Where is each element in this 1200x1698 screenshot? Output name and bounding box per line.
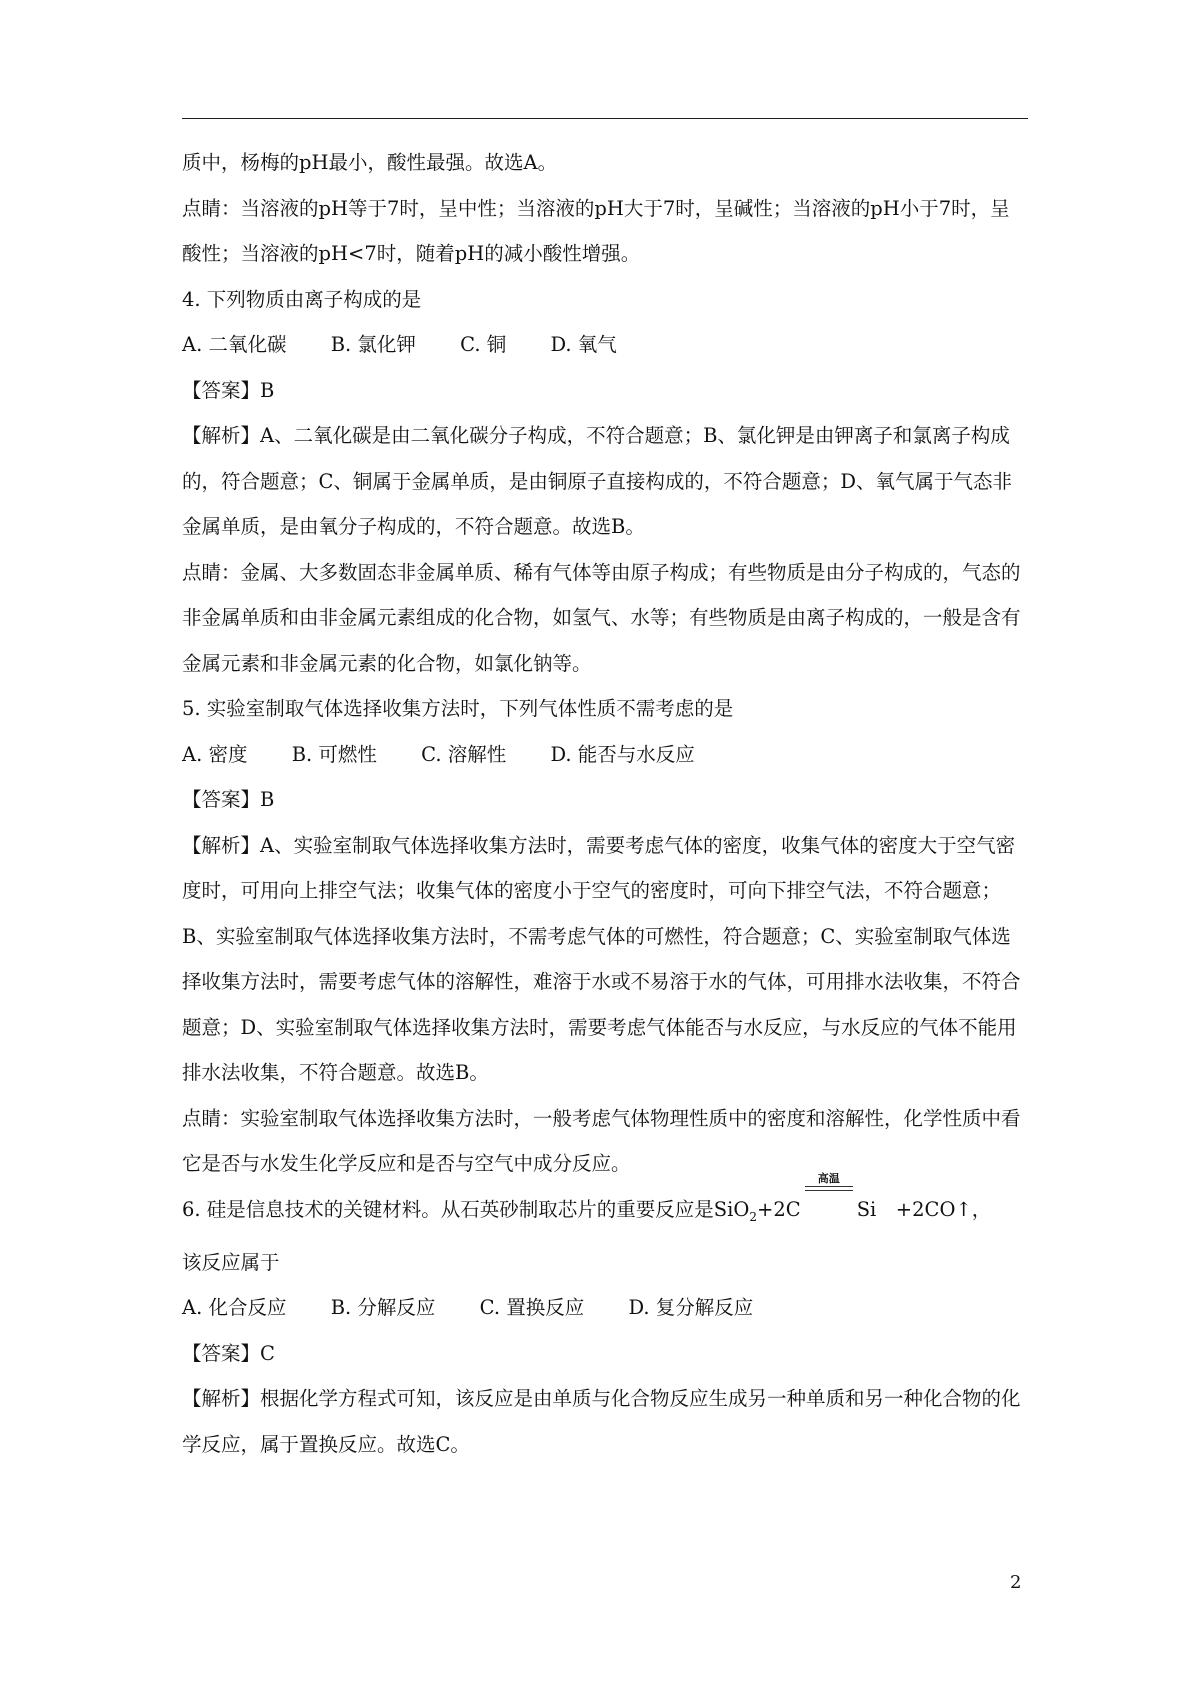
equation-reactant: +2C bbox=[757, 1197, 801, 1221]
option-a: A. 化合反应 bbox=[182, 1296, 287, 1320]
explanation: 【解析】根据化学方程式可知，该反应是由单质与化合物反应生成另一种单质和另一种化合物的化学反应，属于置换反应。故选C。 bbox=[182, 1387, 1021, 1456]
option-b: B. 可燃性 bbox=[291, 742, 377, 766]
tip-paragraph: 点睛：当溶液的pH等于7时，呈中性；当溶液的pH大于7时，呈碱性；当溶液的pH小于7时，呈酸性；当溶液的pH<7时，随着pH的减小酸性增强。 bbox=[182, 196, 1010, 265]
question-6-text: 6. 硅是信息技术的关键材料。从石英砂制取芯片的重要反应是SiO bbox=[182, 1197, 750, 1221]
header-rule bbox=[182, 118, 1028, 119]
page-number: 2 bbox=[1010, 1572, 1022, 1593]
option-b: B. 分解反应 bbox=[330, 1296, 436, 1320]
option-d: D. 能否与水反应 bbox=[550, 742, 695, 766]
tip-paragraph: 点睛：实验室制取气体选择收集方法时，一般考虑气体物理性质中的密度和溶解性，化学性质中看它是否与水发生化学反应和是否与空气中成分反应。 bbox=[182, 1106, 1021, 1175]
option-a: A. 二氧化碳 bbox=[182, 333, 287, 356]
option-b: B. 氯化钾 bbox=[330, 333, 416, 356]
equation-product: Si +2CO↑， bbox=[856, 1197, 992, 1221]
question-5-options bbox=[182, 732, 1028, 778]
question-4: 4. 下列物质由离子构成的是 bbox=[182, 287, 422, 311]
option-d: D. 复分解反应 bbox=[628, 1296, 754, 1320]
question-5: 5. 实验室制取气体选择收集方法时，下列气体性质不需考虑的是 bbox=[182, 697, 734, 720]
answer: 【答案】C bbox=[182, 1341, 275, 1365]
option-d: D. 氧气 bbox=[550, 333, 617, 356]
subscript: 2 bbox=[749, 1209, 758, 1224]
explanation: 【解析】A、二氧化碳是由二氧化碳分子构成，不符合题意；B、氯化钾是由钾离子和氯离子构成的，符合题意；C、铜属于金属单质，是由铜原子直接构成的，不符合题意；D、氧气属于气态非金属单质，是由氧分子构成的，不符合题意。故选B。 bbox=[182, 424, 1013, 538]
option-c: C. 置换反应 bbox=[479, 1296, 585, 1320]
question-4-options bbox=[182, 322, 1028, 368]
condition-label: 高温 bbox=[817, 1171, 840, 1185]
question-6 bbox=[182, 1171, 1028, 1240]
explanation: 【解析】A、实验室制取气体选择收集方法时，需要考虑气体的密度，收集气体的密度大于空气密度时，可用向上排空气法；收集气体的密度小于空气的密度时，可向下排空气法，不符合题意；B、实验室制取气体选择收集方法时，不需考虑气体的可燃性，符合题意；C、实验室制取气体选择收集方法时，需要考虑气体的溶解性，难溶于水或不易溶于水的气体，可用排水法收集，不符合题意；D、实验室制取气体选择收集方法时，需要考虑气体能否与水反应，与水反应的气体不能用排水法收集，不符合题意。故选B。 bbox=[182, 833, 1021, 1084]
document-body bbox=[182, 140, 1028, 1467]
option-c: C. 铜 bbox=[460, 333, 507, 356]
question-6-options bbox=[182, 1285, 1028, 1331]
question-6-line2: 该反应属于 bbox=[182, 1250, 280, 1274]
option-a: A. 密度 bbox=[182, 742, 248, 766]
option-c: C. 溶解性 bbox=[421, 742, 507, 766]
tip-paragraph: 点睛：金属、大多数固态非金属单质、稀有气体等由原子构成；有些物质是由分子构成的，气态的非金属单质和由非金属元素组成的化合物，如氢气、水等；有些物质是由离子构成的，一般是含有金属元素和非金属元素的化合物，如氯化钠等。 bbox=[182, 560, 1021, 675]
answer: 【答案】B bbox=[182, 378, 275, 402]
reaction-condition bbox=[801, 1171, 857, 1233]
text-line: 质中，杨梅的pH最小，酸性最强。故选A。 bbox=[182, 151, 558, 174]
answer: 【答案】B bbox=[182, 788, 275, 811]
